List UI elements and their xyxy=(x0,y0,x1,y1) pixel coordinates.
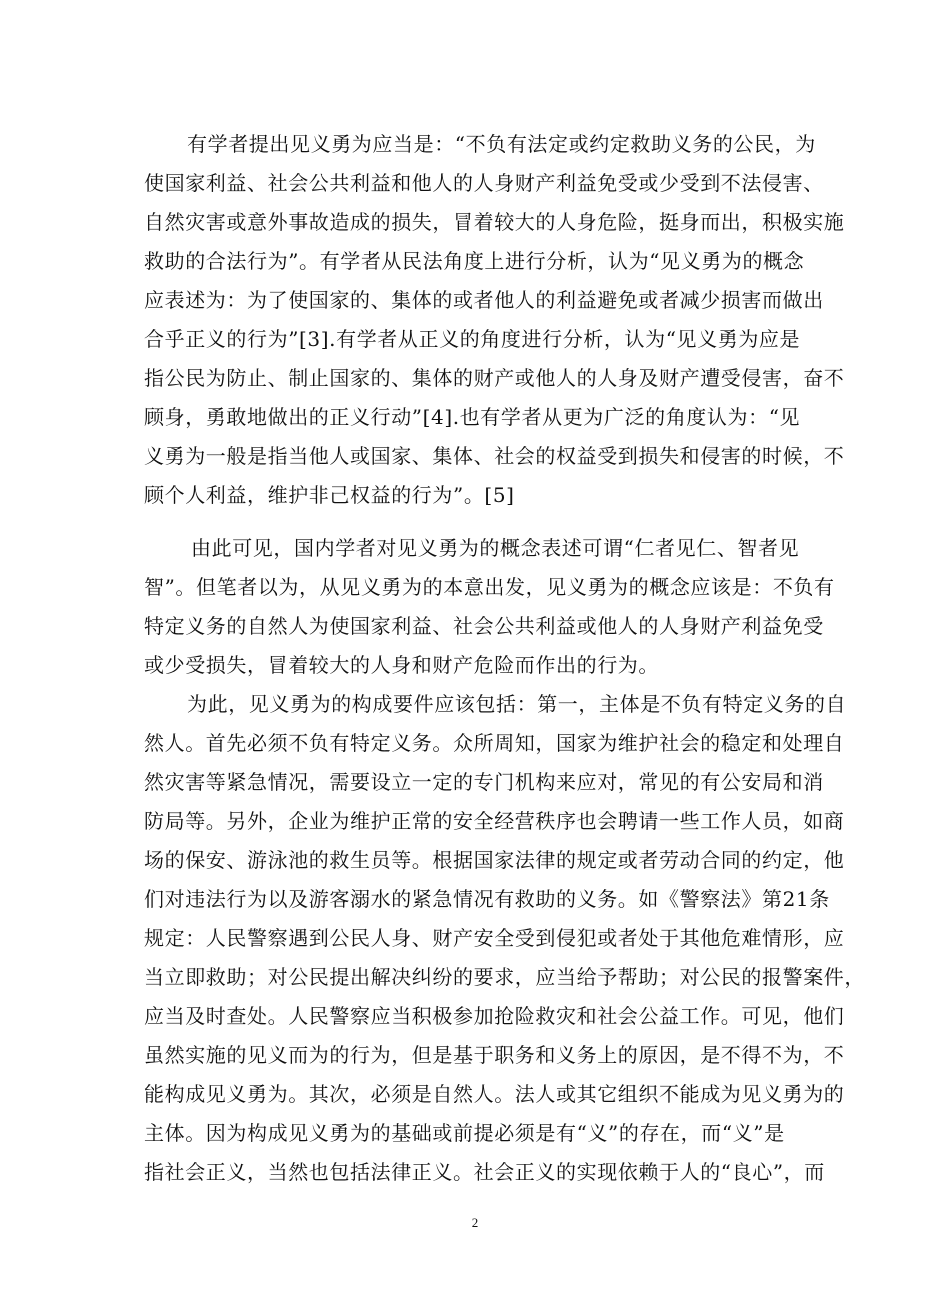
text-line: 能构成见义勇为。其次，必须是自然人。法人或其它组织不能成为见义勇为的 xyxy=(144,1082,845,1106)
page-number: 2 xyxy=(471,1215,479,1230)
text-line: 应当及时查处。人民警察应当积极参加抢险救灾和社会公益工作。可见，他们 xyxy=(144,1004,845,1028)
text-line: 防局等。另外，企业为维护正常的安全经营秩序也会聘请一些工作人员，如商 xyxy=(144,809,845,833)
text-line: 们对违法行为以及游客溺水的紧急情况有救助的义务。如《警察法》第21条 xyxy=(144,887,830,911)
text-line: 智”。但笔者以为，从见义勇为的本意出发，见义勇为的概念应该是：不负有 xyxy=(144,575,835,599)
text-line: 场的保安、游泳池的救生员等。根据国家法律的规定或者劳动合同的约定，他 xyxy=(144,848,845,872)
text-line: 使国家利益、社会公共利益和他人的人身财产利益免受或少受到不法侵害、 xyxy=(144,171,824,195)
text-line: 指社会正义，当然也包括法律正义。社会正义的实现依赖于人的“良心”，而 xyxy=(144,1160,825,1184)
text-line: 特定义务的自然人为使国家利益、社会公共利益或他人的人身财产利益免受 xyxy=(144,614,824,638)
text-line: 顾个人利益，维护非己权益的行为”。[5] xyxy=(144,483,515,507)
text-line: 当立即救助；对公民提出解决纠纷的要求，应当给予帮助；对公民的报警案件， xyxy=(144,965,865,989)
text-line: 义勇为一般是指当他人或国家、集体、社会的权益受到损失和侵害的时候，不 xyxy=(144,444,845,468)
text-line: 规定：人民警察遇到公民人身、财产安全受到侵犯或者处于其他危难情形，应 xyxy=(144,926,845,950)
text-line: 然人。首先必须不负有特定义务。众所周知，国家为维护社会的稳定和处理自 xyxy=(144,731,845,755)
text-line: 顾身，勇敢地做出的正义行动”[4].也有学者从更为广泛的角度认为：“见 xyxy=(144,405,801,429)
text-line: 合乎正义的行为”[3].有学者从正义的角度进行分析，认为“见义勇为应是 xyxy=(144,327,801,351)
text-line: 应表述为：为了使国家的、集体的或者他人的利益避免或者减少损害而做出 xyxy=(144,288,824,312)
text-line: 救助的合法行为”。有学者从民法角度上进行分析，认为“见义勇为的概念 xyxy=(144,249,805,273)
text-line: 虽然实施的见义而为的行为，但是基于职务和义务上的原因，是不得不为，不 xyxy=(144,1043,845,1067)
text-line: 自然灾害或意外事故造成的损失，冒着较大的人身危险，挺身而出，积极实施 xyxy=(144,210,845,234)
text-line: 然灾害等紧急情况，需要设立一定的专门机构来应对，常见的有公安局和消 xyxy=(144,770,824,794)
text-line: 或少受损失，冒着较大的人身和财产危险而作出的行为。 xyxy=(144,653,659,677)
text-line: 指公民为防止、制止国家的、集体的财产或他人的人身及财产遭受侵害，奋不 xyxy=(144,366,845,390)
text-line: 有学者提出见义勇为应当是：“不负有法定或约定救助义务的公民，为 xyxy=(187,132,816,156)
text-line: 主体。因为构成见义勇为的基础或前提必须是有“义”的存在，而“义”是 xyxy=(144,1121,785,1145)
text-line: 为此，见义勇为的构成要件应该包括：第一，主体是不负有特定义务的自 xyxy=(187,692,847,716)
text-line: 由此可见，国内学者对见义勇为的概念表述可谓“仁者见仁、智者见 xyxy=(191,536,800,560)
